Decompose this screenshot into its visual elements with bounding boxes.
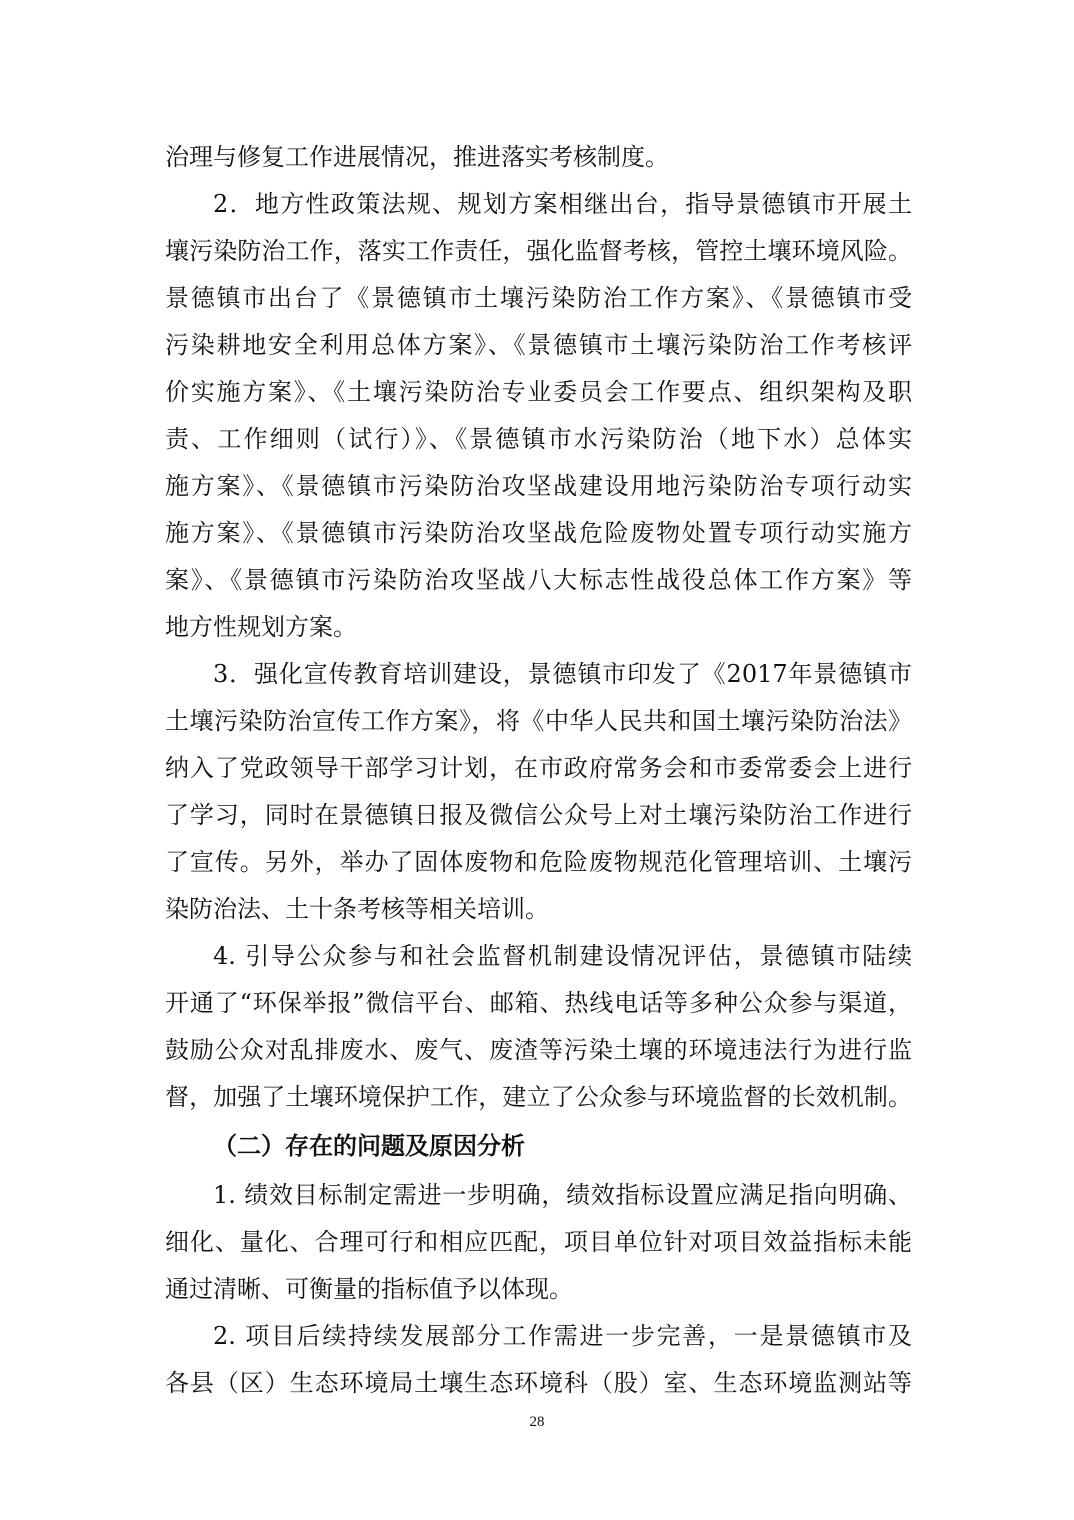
body-line: 各县（区）生态环境局土壤生态环境科（股）室、生态环境监测站等	[165, 1369, 912, 1397]
body-line: 纳入了党政领导干部学习计划，在市政府常务会和市委常委会上进行	[165, 754, 912, 782]
section-heading: （二）存在的问题及原因分析	[213, 1131, 525, 1160]
body-line: 3．强化宣传教育培训建设，景德镇市印发了《2017年景德镇市	[213, 660, 912, 688]
body-line: 2. 项目后续持续发展部分工作需进一步完善，一是景德镇市及	[213, 1322, 912, 1350]
body-line: 地方性规划方案。	[165, 613, 357, 641]
body-line: 施方案》、《景德镇市污染防治攻坚战危险废物处置专项行动实施方	[165, 519, 912, 547]
body-line: 4. 引导公众参与和社会监督机制建设情况评估，景德镇市陆续	[213, 942, 912, 970]
body-line: 施方案》、《景德镇市污染防治攻坚战建设用地污染防治专项行动实	[165, 472, 912, 500]
body-line: 了学习，同时在景德镇日报及微信公众号上对土壤污染防治工作进行	[165, 801, 912, 829]
body-line: 景德镇市出台了《景德镇市土壤污染防治工作方案》、《景德镇市受	[165, 284, 912, 312]
body-line: 污染耕地安全利用总体方案》、《景德镇市土壤污染防治工作考核评	[165, 331, 912, 359]
body-line: 细化、量化、合理可行和相应匹配，项目单位针对项目效益指标未能	[165, 1228, 912, 1256]
body-line: 鼓励公众对乱排废水、废气、废渣等污染土壤的环境违法行为进行监	[165, 1036, 912, 1064]
body-line: 通过清晰、可衡量的指标值予以体现。	[165, 1275, 573, 1303]
body-line: 土壤污染防治宣传工作方案》，将《中华人民共和国土壤污染防治法》	[165, 707, 912, 735]
body-line: 染防治法、土十条考核等相关培训。	[165, 895, 549, 923]
body-line: 1. 绩效目标制定需进一步明确，绩效指标设置应满足指向明确、	[213, 1181, 912, 1209]
page-number: 28	[529, 1414, 545, 1430]
body-line: 2．地方性政策法规、规划方案相继出台，指导景德镇市开展土	[213, 190, 912, 218]
body-line: 治理与修复工作进展情况，推进落实考核制度。	[165, 143, 669, 171]
body-line: 开通了“环保举报”微信平台、邮箱、热线电话等多种公众参与渠道，	[165, 989, 912, 1017]
body-line: 督，加强了土壤环境保护工作，建立了公众参与环境监督的长效机制。	[165, 1083, 912, 1111]
body-line: 责、工作细则（试行）》、《景德镇市水污染防治（地下水）总体实	[165, 425, 912, 453]
body-line: 案》、《景德镇市污染防治攻坚战八大标志性战役总体工作方案》等	[165, 566, 912, 594]
body-line: 了宣传。另外，举办了固体废物和危险废物规范化管理培训、土壤污	[165, 848, 912, 876]
body-line: 价实施方案》、《土壤污染防治专业委员会工作要点、组织架构及职	[165, 378, 912, 406]
body-line: 壤污染防治工作，落实工作责任，强化监督考核，管控土壤环境风险。	[165, 237, 912, 265]
